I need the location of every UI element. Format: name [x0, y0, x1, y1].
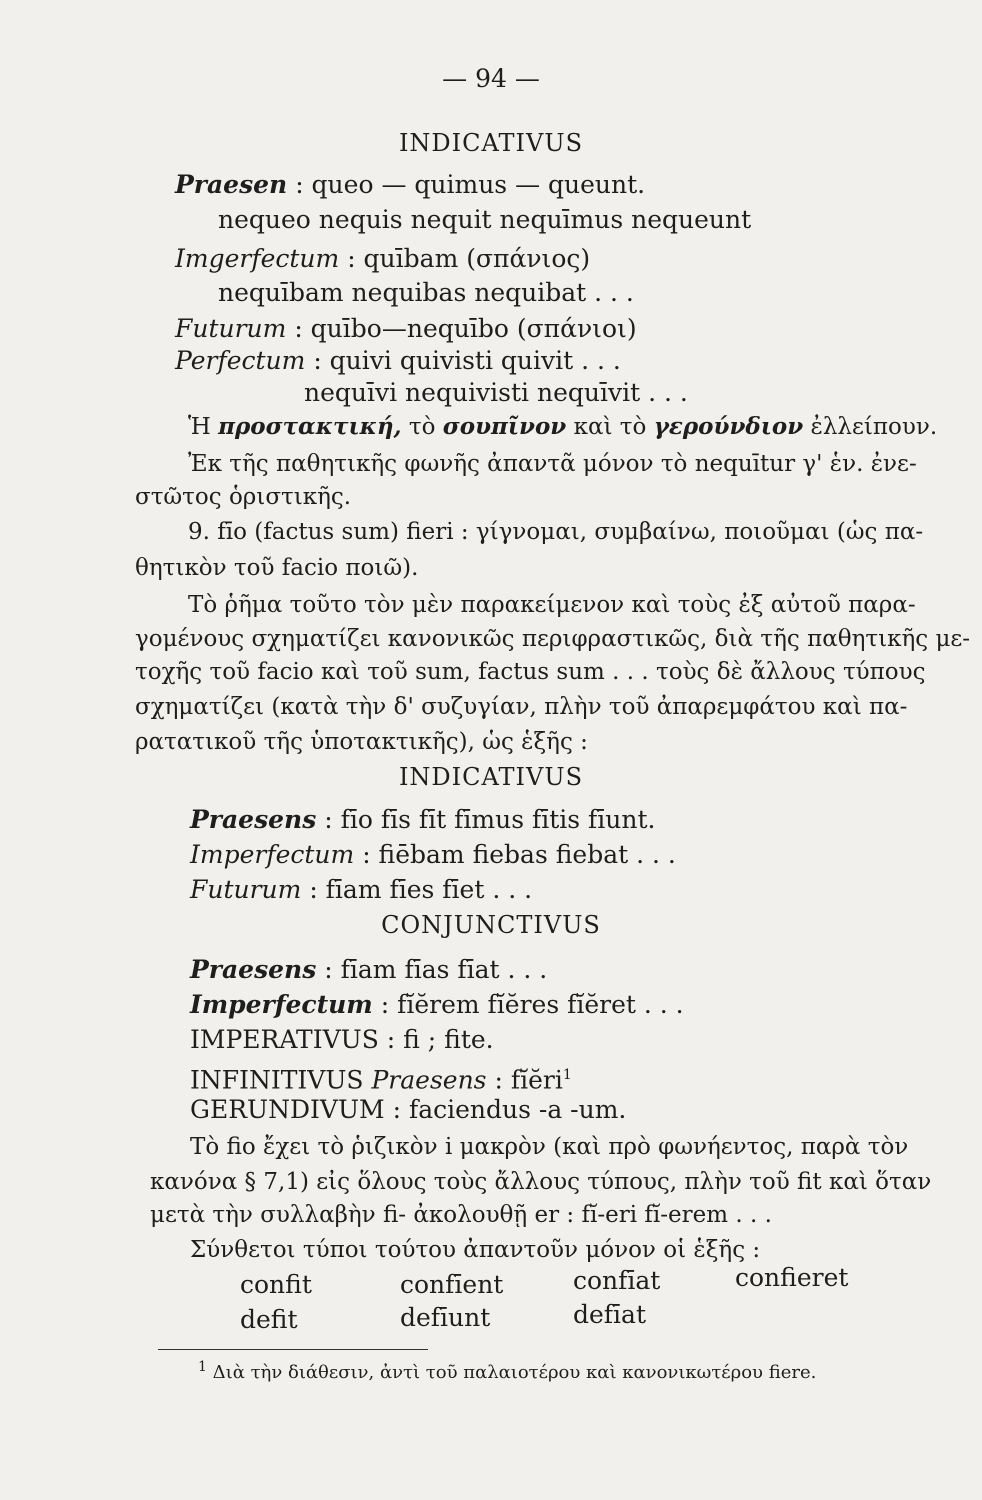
closing-line-3: μετὰ τὴν συλλαβὴν fi- ἀκολουθῇ er : fĭ-eri fĭ-erem . . .: [150, 1202, 772, 1228]
infinitivus-form: : fĭĕri: [494, 1065, 563, 1095]
compound-confit: confit: [240, 1270, 312, 1299]
infinitivus-praesens: Praesens: [371, 1065, 487, 1095]
para9-line-6: σχηματίζει (κατὰ τὴν δ' συζυγίαν, πλὴν τοῦ ἀπαρεμφάτου καὶ πα-: [135, 694, 908, 720]
praesens-forms: : fīo fīs fīt fīmus fītis fīunt.: [324, 805, 656, 834]
footnote-ref: 1: [562, 1067, 572, 1083]
note-word: Ἡ: [188, 414, 211, 440]
praesens-label: Praesens: [190, 805, 317, 834]
conj-imperfectum-line: [190, 990, 684, 1020]
imperfectum-line-2: [190, 840, 676, 870]
para9-line-4: γομένους σχηματίζει κανονικῶς περιφραστικῶς, διὰ τῆς παθητικῆς με-: [135, 626, 971, 652]
conj-imperfectum-forms: : fĭĕrem fĭĕres fĭĕret . . .: [380, 990, 684, 1019]
para9-line-2: θητικὸν τοῦ facio ποιῶ).: [135, 555, 419, 581]
infinitivus-line: [190, 1060, 572, 1095]
nequeo-line: nequeo nequis nequit nequīmus nequeunt: [218, 205, 752, 234]
conj-imperfectum-label: Imperfectum: [190, 990, 373, 1019]
futurum-forms: : quībo—nequībo (σπάνιοι): [294, 314, 637, 343]
compound-confient: confīent: [400, 1270, 504, 1299]
note-word: τὸ: [408, 414, 436, 440]
gerundivum-line: GERUNDIVUM : faciendus -a -um.: [190, 1095, 627, 1124]
imperfectum-forms: : quībam (σπάνιος): [347, 244, 591, 273]
footnote-text: Διὰ τὴν διάθεσιν, ἀντὶ τοῦ παλαιοτέρου καὶ κανονικωτέρου fiere.: [212, 1362, 817, 1383]
para9-line-1: 9. fīo (factus sum) fieri : γίγνομαι, συμβαίνω, ποιοῦμαι (ὡς πα-: [188, 519, 924, 545]
conj-praesens-label: Praesens: [190, 955, 317, 984]
closing-line-4: Σύνθετοι τύποι τούτου ἀπαντοῦν μόνον οἱ ἑξῆς :: [190, 1237, 761, 1263]
closing-line-1: Τὸ fio ἔχει τὸ ῥιζικὸν i μακρὸν (καὶ πρὸ φωνήεντος, παρὰ τὸν: [190, 1134, 909, 1160]
futurum-label: Futurum: [175, 314, 287, 343]
perfectum-line: [175, 346, 621, 376]
nequibam-line: nequībam nequibas nequibat . . .: [218, 278, 634, 307]
para9-line-3: Τὸ ῥῆμα τοῦτο τὸν μὲν παρακείμενον καὶ τοὺς ἐξ αὐτοῦ παρα-: [188, 592, 916, 618]
footnote-marker: 1: [198, 1359, 207, 1375]
note-word: καὶ τὸ: [573, 414, 647, 440]
praesen-line: [175, 170, 645, 200]
closing-line-2: κανόνα § 7,1) εἰς ὅλους τοὺς ἄλλους τύπους, πλὴν τοῦ fit καὶ ὅταν: [150, 1169, 932, 1195]
compound-defiunt: defīunt: [400, 1303, 491, 1332]
infinitivus-label: INFINITIVUS: [190, 1065, 364, 1095]
compound-confiat: confīat: [573, 1266, 661, 1295]
section-heading-conjunctivus: CONJUNCTIVUS: [381, 911, 601, 939]
compound-defiat: defīat: [573, 1300, 646, 1329]
footnote-rule: [158, 1349, 428, 1350]
futurum-forms-2: : fīam fīes fīet . . .: [309, 875, 533, 904]
para9-line-5: τοχῆς τοῦ facio καὶ τοῦ sum, factus sum . . . τοὺς δὲ ἄλλους τύπους: [135, 659, 926, 685]
praesens-line: [190, 805, 656, 835]
section-heading-indicativus: INDICATIVUS: [398, 129, 584, 157]
imperfectum-label: Imgerfectum: [175, 244, 340, 273]
imperativus-line: IMPERATIVUS : fi ; fite.: [190, 1025, 494, 1054]
conj-praesens-line: [190, 955, 547, 985]
praesen-label: Praesen: [175, 170, 288, 199]
imperfectum-line: [175, 244, 590, 274]
passive-line-1: Ἐκ τῆς παθητικῆς φωνῆς ἀπαντᾶ μόνον τὸ nequītur γ' ἑν. ἐνε-: [188, 451, 917, 477]
nequivi-line: nequīvi nequivisti nequīvit . . .: [304, 378, 688, 407]
page-number: — 94 —: [442, 64, 540, 93]
perfectum-label: Perfectum: [175, 346, 306, 375]
perfectum-forms: : quivi quivisti quivit . . .: [313, 346, 621, 375]
note-soupinon: σουπῖνον: [442, 413, 567, 440]
section-heading-indicativus-2: INDICATIVUS: [398, 763, 584, 791]
footnote: [198, 1356, 816, 1384]
note-prostaktiki: προστακτική,: [218, 413, 402, 440]
futurum-line-2: [190, 875, 532, 905]
note-gerundion: γερούνδιον: [653, 413, 804, 440]
conj-praesens-forms: : fīam fīas fīat . . .: [324, 955, 548, 984]
imperative-note: [188, 412, 937, 442]
praesen-forms: : queo — quimus — queunt.: [295, 170, 646, 199]
futurum-line: [175, 314, 637, 344]
note-word: ἐλλείπουν.: [810, 414, 938, 440]
para9-line-7: ρατατικοῦ τῆς ὑποτακτικῆς), ὡς ἑξῆς :: [135, 729, 588, 755]
imperfectum-label-2: Imperfectum: [190, 840, 355, 869]
imperfectum-forms-2: : fiēbam fiebas fiebat . . .: [362, 840, 676, 869]
passive-line-2: στῶτος ὁριστικῆς.: [135, 484, 352, 510]
futurum-label-2: Futurum: [190, 875, 302, 904]
compound-defit: defit: [240, 1305, 298, 1334]
compound-confieret: confieret: [735, 1263, 849, 1292]
